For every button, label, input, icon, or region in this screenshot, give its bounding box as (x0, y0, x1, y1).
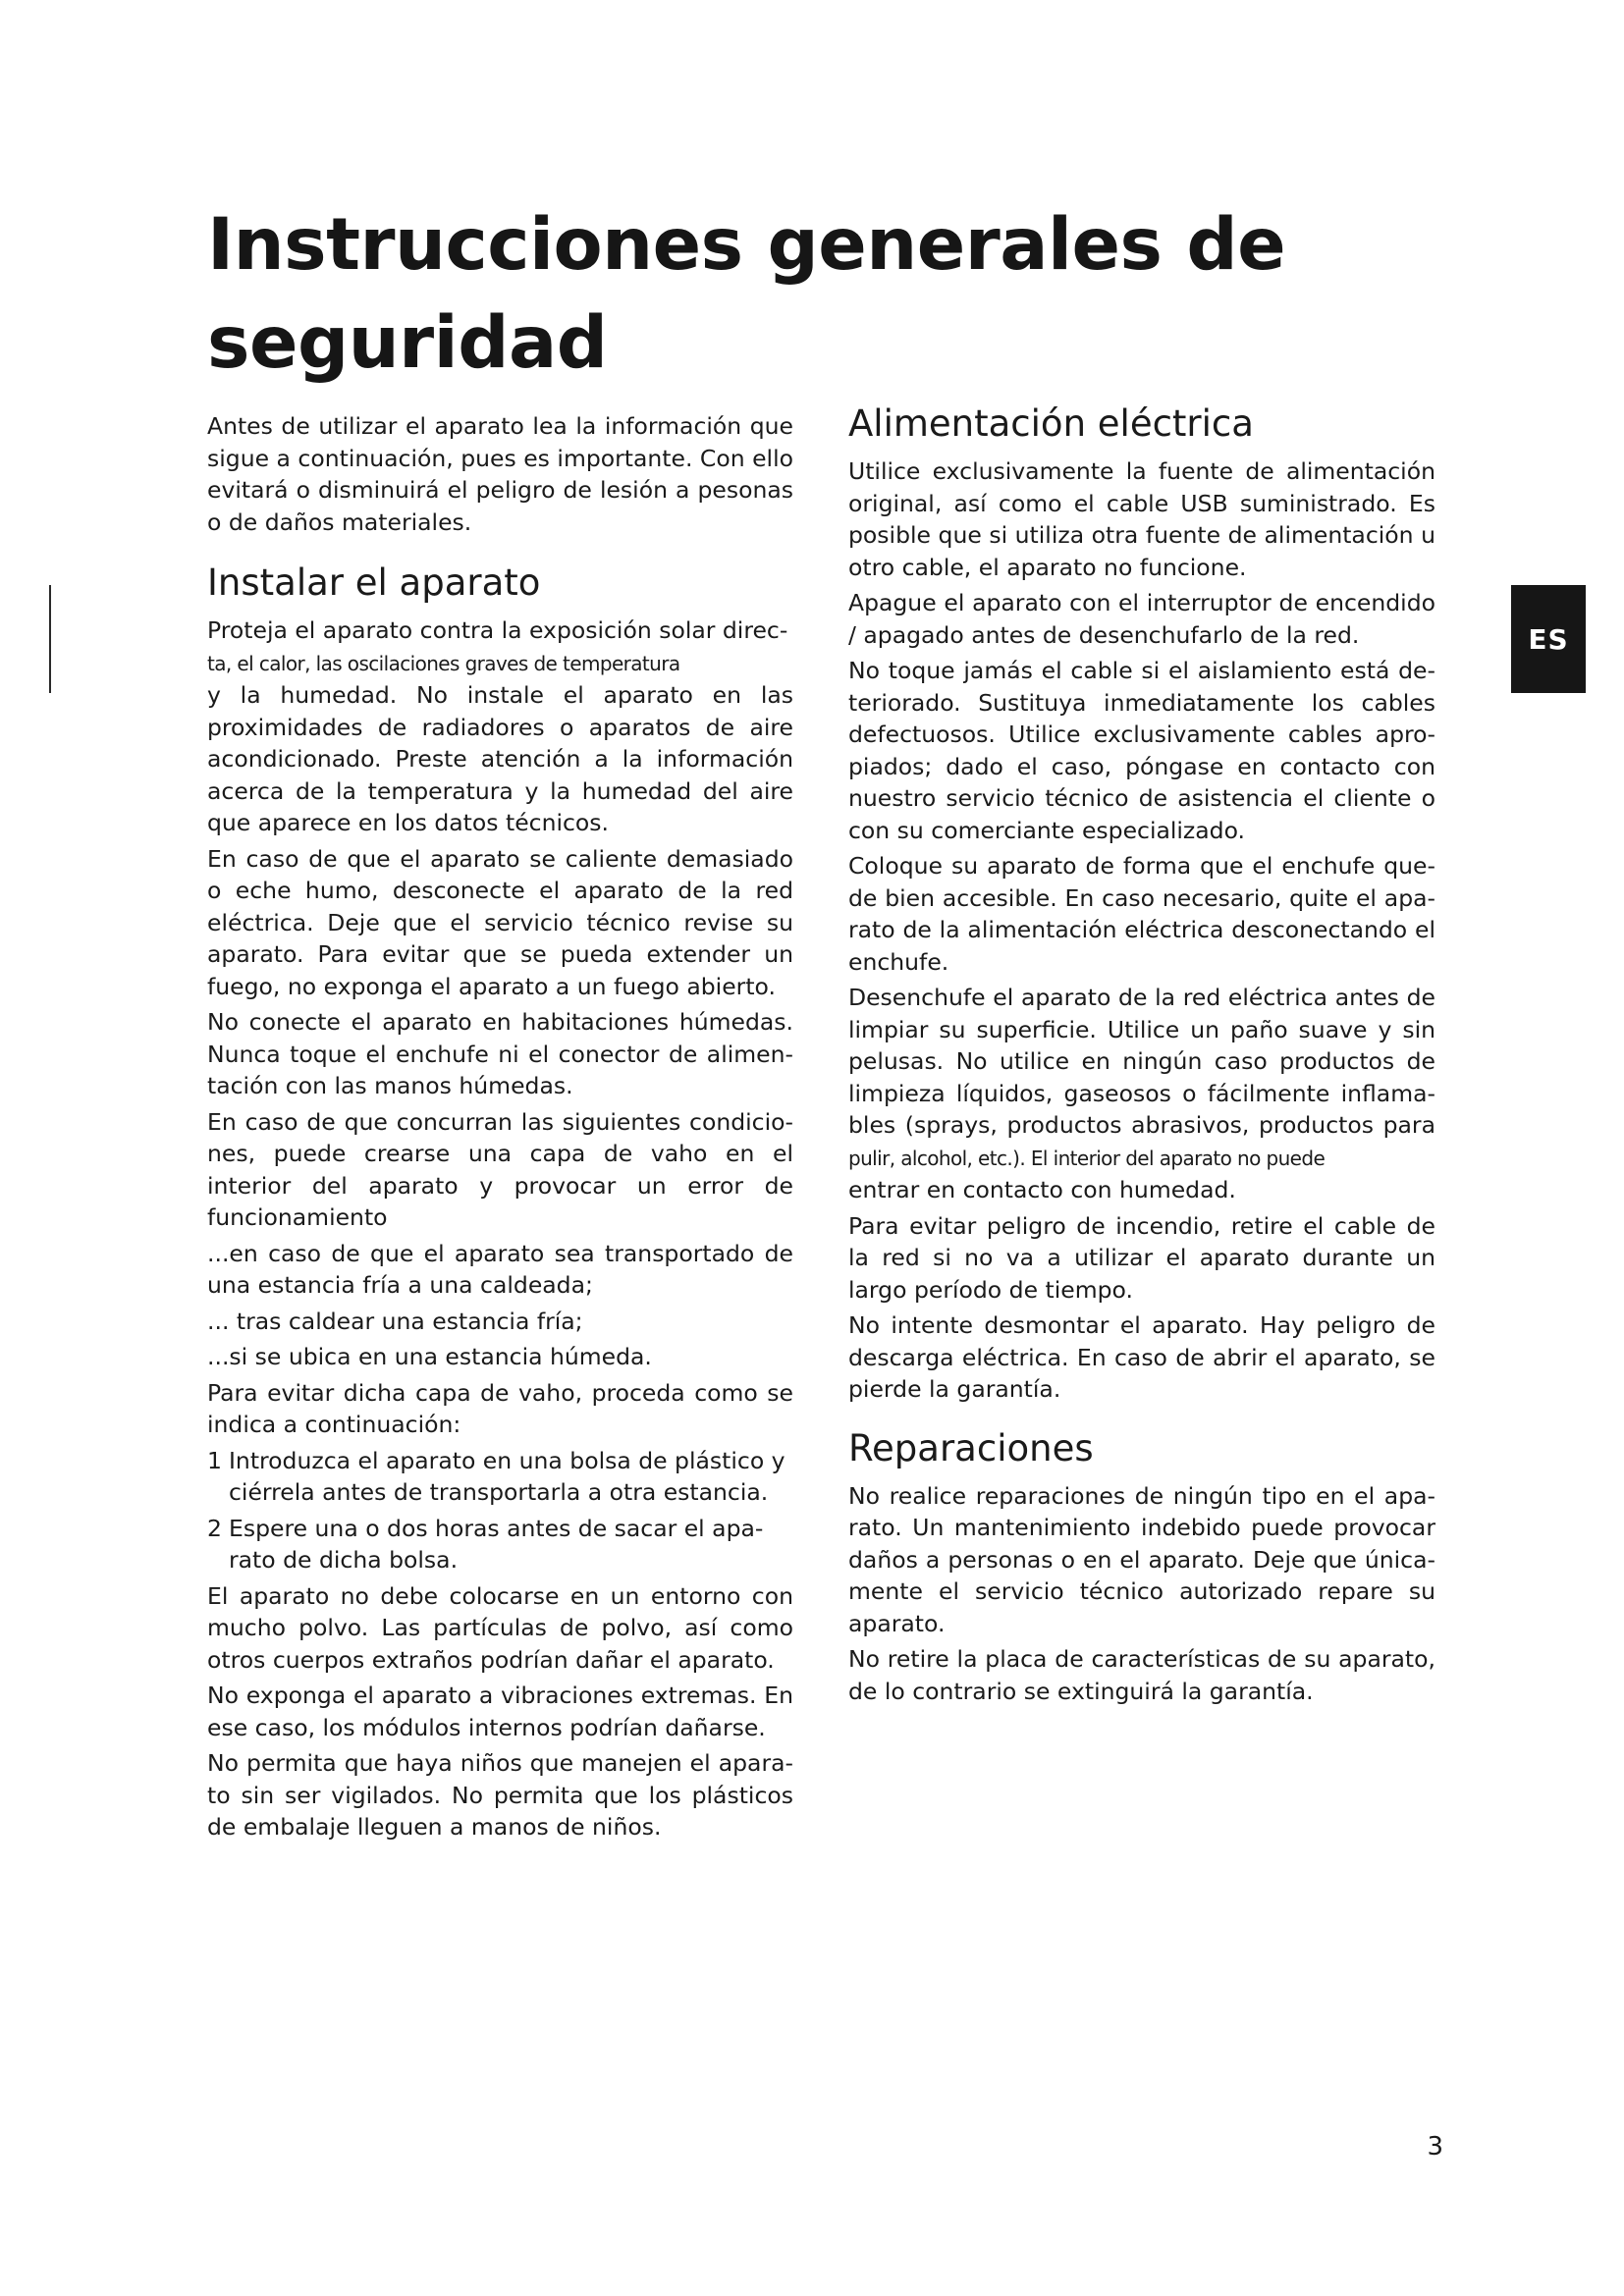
paragraph: Apague el aparato con el interruptor de encendido / apagado antes de desenchufarlo de la red. (848, 589, 1435, 649)
page-title: Instrucciones generales de seguridad (207, 203, 1286, 385)
section-heading-repairs: Reparaciones (848, 1426, 1094, 1469)
paragraph (207, 614, 793, 839)
section-heading-install: Instalar el aparato (207, 561, 541, 604)
margin-rule (49, 585, 51, 693)
paragraph: No toque jamás el cable si el aislamiento está deteriorado. Sustituya inmediatamente los cables defectuosos. Utilice exclusivamente cables apropiados; dado el caso, póngase en contacto con nuestro servicio técnico de asistencia el cliente o con su comerciante especializado. (848, 657, 1435, 844)
paragraph-line: entrar en contacto con humedad. (848, 1176, 1236, 1203)
paragraph-line: y la humedad. No instale el aparato en las proximidades de radiadores o aparatos de aire acondicionado. Preste atención a la información acerca de la temperatura y la humedad del aire que aparece en los datos técnicos. (207, 681, 793, 836)
paragraph (848, 982, 1435, 1206)
list-item (207, 1445, 793, 1509)
paragraph-line: ta, el calor, las oscilaciones graves de temperatura (207, 651, 680, 675)
paragraph: En caso de que el aparato se caliente demasiado o eche humo, desconecte el aparato de la red eléctrica. Deje que el servicio técnico revise su aparato. Para evitar que se pueda extender un fuego, no exponga el aparato a un fuego abierto. (207, 844, 793, 1000)
paragraph: No realice reparaciones de ningún tipo en el aparato. Un mantenimiento indebido puede provocar daños a personas o en el aparato. Deje que únicamente el servicio técnico autorizado repare su aparato. (848, 1481, 1435, 1637)
paragraph: Utilice exclusivamente la fuente de alimentación original, así como el cable USB suministrado. Es posible que si utiliza otra fuente de alimentación u otro cable, el aparato no funcione. (848, 457, 1435, 581)
paragraph: No permita que haya niños que manejen el aparato sin ser vigilados. No permita que los plásticos de embalaje lleguen a manos de niños. (207, 1749, 793, 1841)
paragraph: Para evitar peligro de incendio, retire el cable de la red si no va a utilizar el aparato durante un largo período de tiempo. (848, 1211, 1435, 1304)
paragraph: Coloque su aparato de forma que el enchufe quede bien accesible. En caso necesario, quite el aparato de la alimentación eléctrica desconectando el enchufe. (848, 852, 1435, 976)
paragraph: No exponga el aparato a vibraciones extremas. En ese caso, los módulos internos podrían dañarse. (207, 1682, 793, 1741)
paragraph: No intente desmontar el aparato. Hay peligro de descarga eléctrica. En caso de abrir el aparato, se pierde la garantía. (848, 1311, 1435, 1403)
list-text: Introduzca el aparato en una bolsa de plástico y ciérrela antes de transportarla a otra estancia. (229, 1446, 785, 1506)
paragraph: ... tras caldear una estancia fría; (207, 1307, 583, 1335)
language-tab: ES (1511, 585, 1586, 693)
list-number: 1 (207, 1446, 222, 1474)
list-text: Espere una o dos horas antes de sacar el aparato de dicha bolsa. (229, 1514, 764, 1574)
paragraph: ...si se ubica en una estancia húmeda. (207, 1343, 652, 1370)
paragraph: En caso de que concurran las siguientes condiciones, puede crearse una capa de vaho en el interior del aparato y provocar un error de funcionamiento (207, 1107, 793, 1231)
list-item (207, 1513, 793, 1576)
paragraph: No conecte el aparato en habitaciones húmedas. Nunca toque el enchufe ni el conector de alimentación con las manos húmedas. (207, 1008, 793, 1099)
paragraph-line: pulir, alcohol, etc.). El interior del aparato no puede (848, 1146, 1326, 1170)
page-number: 3 (1427, 2132, 1443, 2162)
right-column (848, 402, 1435, 1711)
list-number: 2 (207, 1514, 222, 1542)
left-column (207, 410, 793, 1847)
section-heading-power: Alimentación eléctrica (848, 402, 1254, 445)
intro-paragraph: Antes de utilizar el aparato lea la información que sigue a continuación, pues es importante. Con ello evitará o disminuirá el peligro de lesión a pesonas o de daños materiales. (207, 412, 793, 536)
paragraph-line: Proteja el aparato contra la exposición solar direc- (207, 616, 788, 644)
paragraph: ...en caso de que el aparato sea transportado de una estancia fría a una caldeada; (207, 1239, 793, 1299)
paragraph: No retire la placa de características de su aparato, de lo contrario se extinguirá la garantía. (848, 1645, 1435, 1705)
paragraph: El aparato no debe colocarse en un entorno con mucho polvo. Las partículas de polvo, así como otros cuerpos extraños podrían dañar el aparato. (207, 1581, 793, 1674)
paragraph: Para evitar dicha capa de vaho, proceda como se indica a continuación: (207, 1378, 793, 1438)
paragraph-line: Desenchufe el aparato de la red eléctrica antes de limpiar su superficie. Utilice un paño suave y sin pelusas. No utilice en ningún caso productos de limpieza líquidos, gaseosos o fácilmente inflamables (sprays, productos abrasivos, productos para (848, 984, 1435, 1139)
